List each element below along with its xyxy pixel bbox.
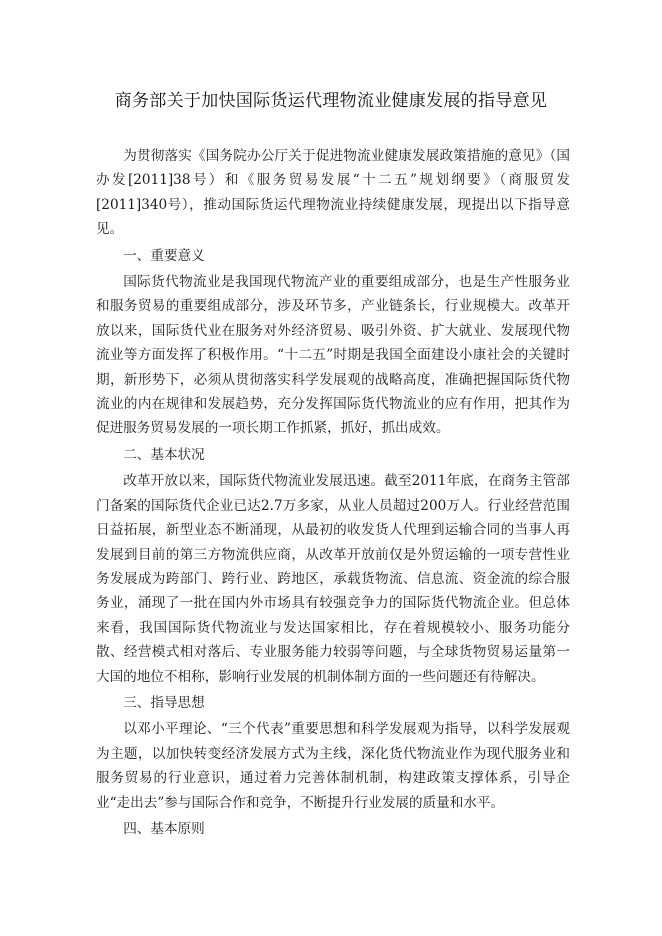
- section-paragraph-1: 国际货代物流业是我国现代物流产业的重要组成部分，也是生产性服务业和服务贸易的重要组成部分，涉及环节多，产业链条长，行业规模大。改革开放以来，国际货代业在服务对外经济贸易、吸引外资、扩大就业、发展现代物流业等方面发挥了积极作用。“十二五”时期是我国全面建设小康社会的关键时期，新形势下，必须从贯彻落实科学发展观的战略高度，准确把握国际货代物流业的内在规律和发展趋势，充分发挥国际货代物流业的应有作用，把其作为促进服务贸易发展的一项长期工作抓紧，抓好，抓出成效。: [96, 274, 570, 437]
- section-paragraph-2: 改革开放以来，国际货代物流业发展迅速。截至2011年底，在商务主管部门备案的国际货代企业已达2.7万多家，从业人员超过200万人。行业经营范围日益拓展，新型业态不断涌现，从最初的收发货人代理到运输合同的当事人再发展到目前的第三方物流供应商，从改革开放前仅是外贸运输的一项专营性业务发展成为跨部门、跨行业、跨地区，承载货物流、信息流、资金流的综合服务业，涌现了一批在国内外市场具有较强竞争力的国际货代物流企业。但总体来看，我国国际货代物流业与发达国家相比，存在着规模较小、服务功能分散、经营模式相对落后、专业服务能力较弱等问题，与全球货物贸易运量第一大国的地位不相称，影响行业发展的机制体制方面的一些问题还有待解决。: [96, 473, 570, 685]
- section-heading-2: 二、基本状况: [123, 446, 205, 463]
- document-body: [96, 144, 570, 843]
- section-heading-1: 一、重要意义: [123, 247, 205, 264]
- intro-paragraph: 为贯彻落实《国务院办公厅关于促进物流业健康发展政策措施的意见》（国办发[2011]38号）和《服务贸易发展“十二五”规划纲要》（商服贸发[2011]340号），推动国际货运代理物流业持续健康发展，现提出以下指导意见。: [96, 148, 570, 238]
- document-title: 商务部关于加快国际货运代理物流业健康发展的指导意见: [114, 91, 548, 111]
- section-heading-3: 三、指导思想: [123, 694, 205, 711]
- section-heading-4: 四、基本原则: [123, 820, 205, 837]
- section-paragraph-3: 以邓小平理论、“三个代表”重要思想和科学发展观为指导，以科学发展观为主题，以加快转变经济发展方式为主线，深化货代物流业作为现代服务业和服务贸易的行业意识，通过着力完善体制机制，构建政策支撑体系，引导企业“走出去”参与国际合作和竞争，不断提升行业发展的质量和水平。: [96, 721, 570, 811]
